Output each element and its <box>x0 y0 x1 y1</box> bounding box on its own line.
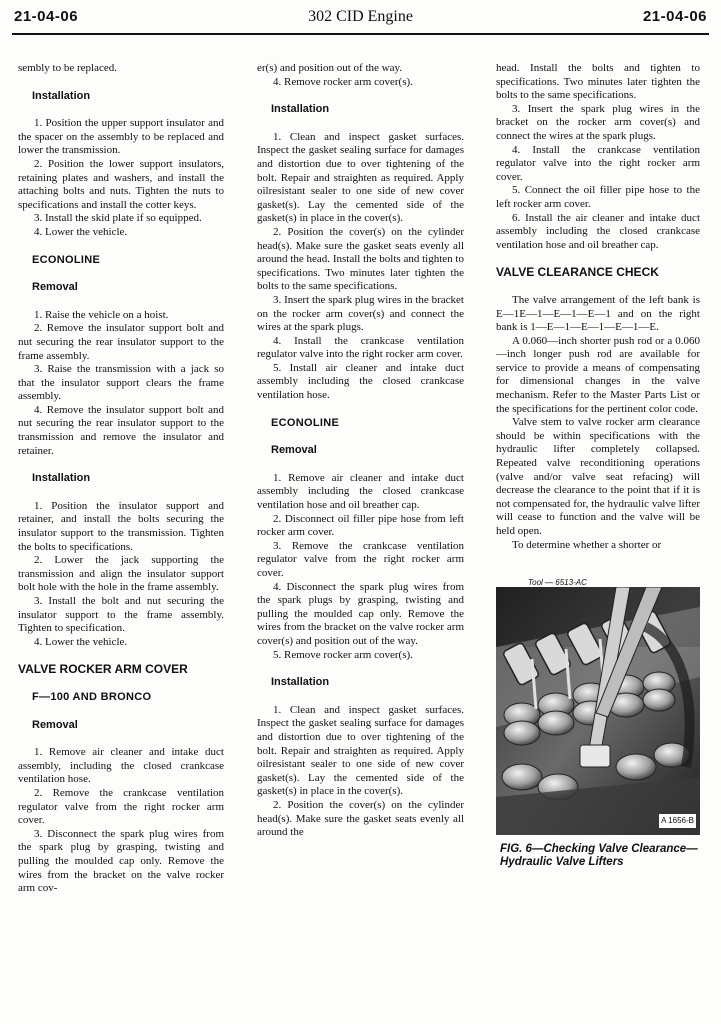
paragraph: 2. Position the cover(s) on the cylinder head(s). Make sure the gasket seats evenly all around the <box>257 798 464 839</box>
paragraph: 2. Lower the jack supporting the transmission and align the insulator support bolt hole with the hole in the frame assembly. <box>18 554 224 594</box>
page-number-left: 21-04-06 <box>14 8 79 25</box>
paragraph: 6. Install the air cleaner and intake duct assembly including the closed crankcase ventilation hose and oil breather cap. <box>496 211 700 251</box>
paragraph: 3. Install the bolt and nut securing the insulator support to the frame assembly. Tighten to specification. <box>18 595 224 635</box>
paragraph: 4. Remove the insulator support bolt and nut securing the rear insulator support to the transmission and remove the insulator and retainer. <box>18 403 224 457</box>
paragraph: sembly to be replaced. <box>18 62 117 74</box>
figure-caption: FIG. 6—Checking Valve Clearance—Hydraulic Valve Lifters <box>500 843 698 869</box>
paragraph: 1. Clean and inspect gasket surfaces. Inspect the gasket sealing surface for damages and distortion due to over tightening of the bolt. Repair and straighten as required. Apply oilresistant sealer to one side of new cover gasket(s). Lay the cemented side of the gasket(s) in place in the cover(s). <box>257 130 464 225</box>
paragraph: Valve stem to valve rocker arm clearance should be within specifications with the hydraulic lifter completely collapsed. Repeated valve reconditioning operations (valve and/or valve seat refacing) will decrease the clearance to the point that if it is not compensated for, the hydraulic valve lifter will cease to function and the valve will be held open. <box>496 416 700 537</box>
paragraph: 3. Insert the spark plug wires in the bracket on the rocker arm cover(s) and connect the wires at the spark plugs. <box>496 102 700 142</box>
paragraph: 2. Disconnect oil filler pipe hose from left rocker arm cover. <box>257 512 464 539</box>
section-heading: ECONOLINE <box>32 253 101 266</box>
paragraph: The valve arrangement of the left bank is E—1E—1—E—1—E—1 and on the right bank is 1—E—1—E—1—E—1—E. <box>496 293 700 334</box>
paragraph: head. Install the bolts and tighten to specifications. Two minutes later tighten the bolts to the same specifications. <box>496 62 700 102</box>
paragraph: A 0.060—inch shorter push rod or a 0.060—inch longer push rod are available for service to provide a means of compensating for dimensional changes in the valve mechanism. Refer to the Master Parts List or the specifications for the pertinent color code. <box>496 334 700 415</box>
header-rule <box>12 33 709 35</box>
paragraph: 4. Install the crankcase ventilation regulator valve into the right rocker arm cover. <box>496 143 700 183</box>
section-heading: Removal <box>271 444 317 457</box>
paragraph: 3. Remove the crankcase ventilation regulator valve from the right rocker arm cover. <box>257 539 464 579</box>
section-heading: VALVE ROCKER ARM COVER <box>18 662 188 677</box>
column-1 <box>18 62 224 896</box>
section-heading: VALVE CLEARANCE CHECK <box>496 265 659 280</box>
paragraph: 2. Remove the insulator support bolt and nut securing the rear insulator support to the frame assembly. <box>18 322 224 362</box>
section-heading: Installation <box>32 89 91 102</box>
paragraph: 3. Raise the transmission with a jack so that the insulator support clears the frame assembly. <box>18 363 224 403</box>
column-3 <box>496 62 700 869</box>
section-heading: Installation <box>271 103 330 116</box>
image-code: A 1656-B <box>659 814 696 828</box>
paragraph: 1. Position the upper support insulator and the spacer on the assembly to be replaced and lower the transmission. <box>18 117 224 157</box>
tool-label: Tool — 6513-AC <box>528 578 587 588</box>
paragraph: 4. Lower the vehicle. <box>34 635 128 648</box>
paragraph: 5. Remove rocker arm cover(s). <box>273 648 413 661</box>
paragraph: 2. Position the lower support insulators, retaining plates and washers, and install the attaching bolts and nuts. Tighten the nuts to specifications and install the cotter keys. <box>18 157 224 211</box>
section-heading: F—100 AND BRONCO <box>32 690 152 703</box>
column-2 <box>257 62 464 840</box>
page-title: 302 CID Engine <box>308 8 413 25</box>
paragraph: 2. Position the cover(s) on the cylinder head(s). Make sure the gasket seats evenly all around the head. Install the bolts and tighten to specifications. Two minutes later tighten the bolts to the same specifications. <box>257 225 464 293</box>
valve-lifter-photo <box>496 587 700 835</box>
paragraph: 4. Remove rocker arm cover(s). <box>273 75 413 88</box>
page-number-right: 21-04-06 <box>642 8 707 25</box>
paragraph: 1. Remove air cleaner and intake duct assembly, including the closed crankcase ventilation hose. <box>18 746 224 786</box>
section-heading: ECONOLINE <box>271 416 340 429</box>
paragraph: 1. Clean and inspect gasket surfaces. Inspect the gasket sealing surface for damages and distortion due to over tightening of the bolt. Repair and straighten as required. Apply oilresistant sealer to one side of new cover gasket(s). Lay the cemented side of the gasket(s) in place in the cover(s). <box>257 703 464 798</box>
paragraph: 3. Install the skid plate if so equipped. <box>34 212 202 225</box>
paragraph: 4. Install the crankcase ventilation regulator valve into the right rocker arm cover. <box>257 334 464 361</box>
paragraph: er(s) and position out of the way. <box>257 62 403 74</box>
paragraph: 4. Lower the vehicle. <box>34 225 128 238</box>
paragraph: 1. Raise the vehicle on a hoist. <box>34 308 169 321</box>
paragraph: 4. Disconnect the spark plug wires from the spark plugs by grasping, twisting and pulling the moulded cap only. Remove the wires from the bracket on the valve rocker arm cover(s) and position out of the way. <box>257 580 464 647</box>
figure-6 <box>496 576 700 869</box>
paragraph: 5. Connect the oil filler pipe hose to the left rocker arm cover. <box>496 184 700 210</box>
section-heading: Removal <box>32 718 78 731</box>
paragraph: To determine whether a shorter or <box>512 538 662 551</box>
page-header <box>0 6 721 30</box>
paragraph: 1. Position the insulator support and retainer, and install the bolts securing the insulator support to the transmission. Tighten the bolts to specifications. <box>18 499 224 553</box>
section-heading: Installation <box>271 676 330 689</box>
paragraph: 3. Disconnect the spark plug wires from the spark plug by grasping, twisting and pulling the moulded cap only. Remove the wires from the bracket on the valve rocker arm cov- <box>18 827 224 895</box>
paragraph: 2. Remove the crankcase ventilation regulator valve from the right rocker arm cover. <box>18 786 224 827</box>
paragraph: 3. Insert the spark plug wires in the bracket on the rocker arm cover(s) and connect the wires at the spark plugs. <box>257 293 464 334</box>
paragraph: 1. Remove air cleaner and intake duct assembly including the closed crankcase ventilation hose and oil breather cap. <box>257 471 464 512</box>
paragraph: 5. Install air cleaner and intake duct assembly including the closed crankcase ventilation hose. <box>257 361 464 402</box>
section-heading: Removal <box>32 281 78 294</box>
section-heading: Installation <box>32 472 91 485</box>
